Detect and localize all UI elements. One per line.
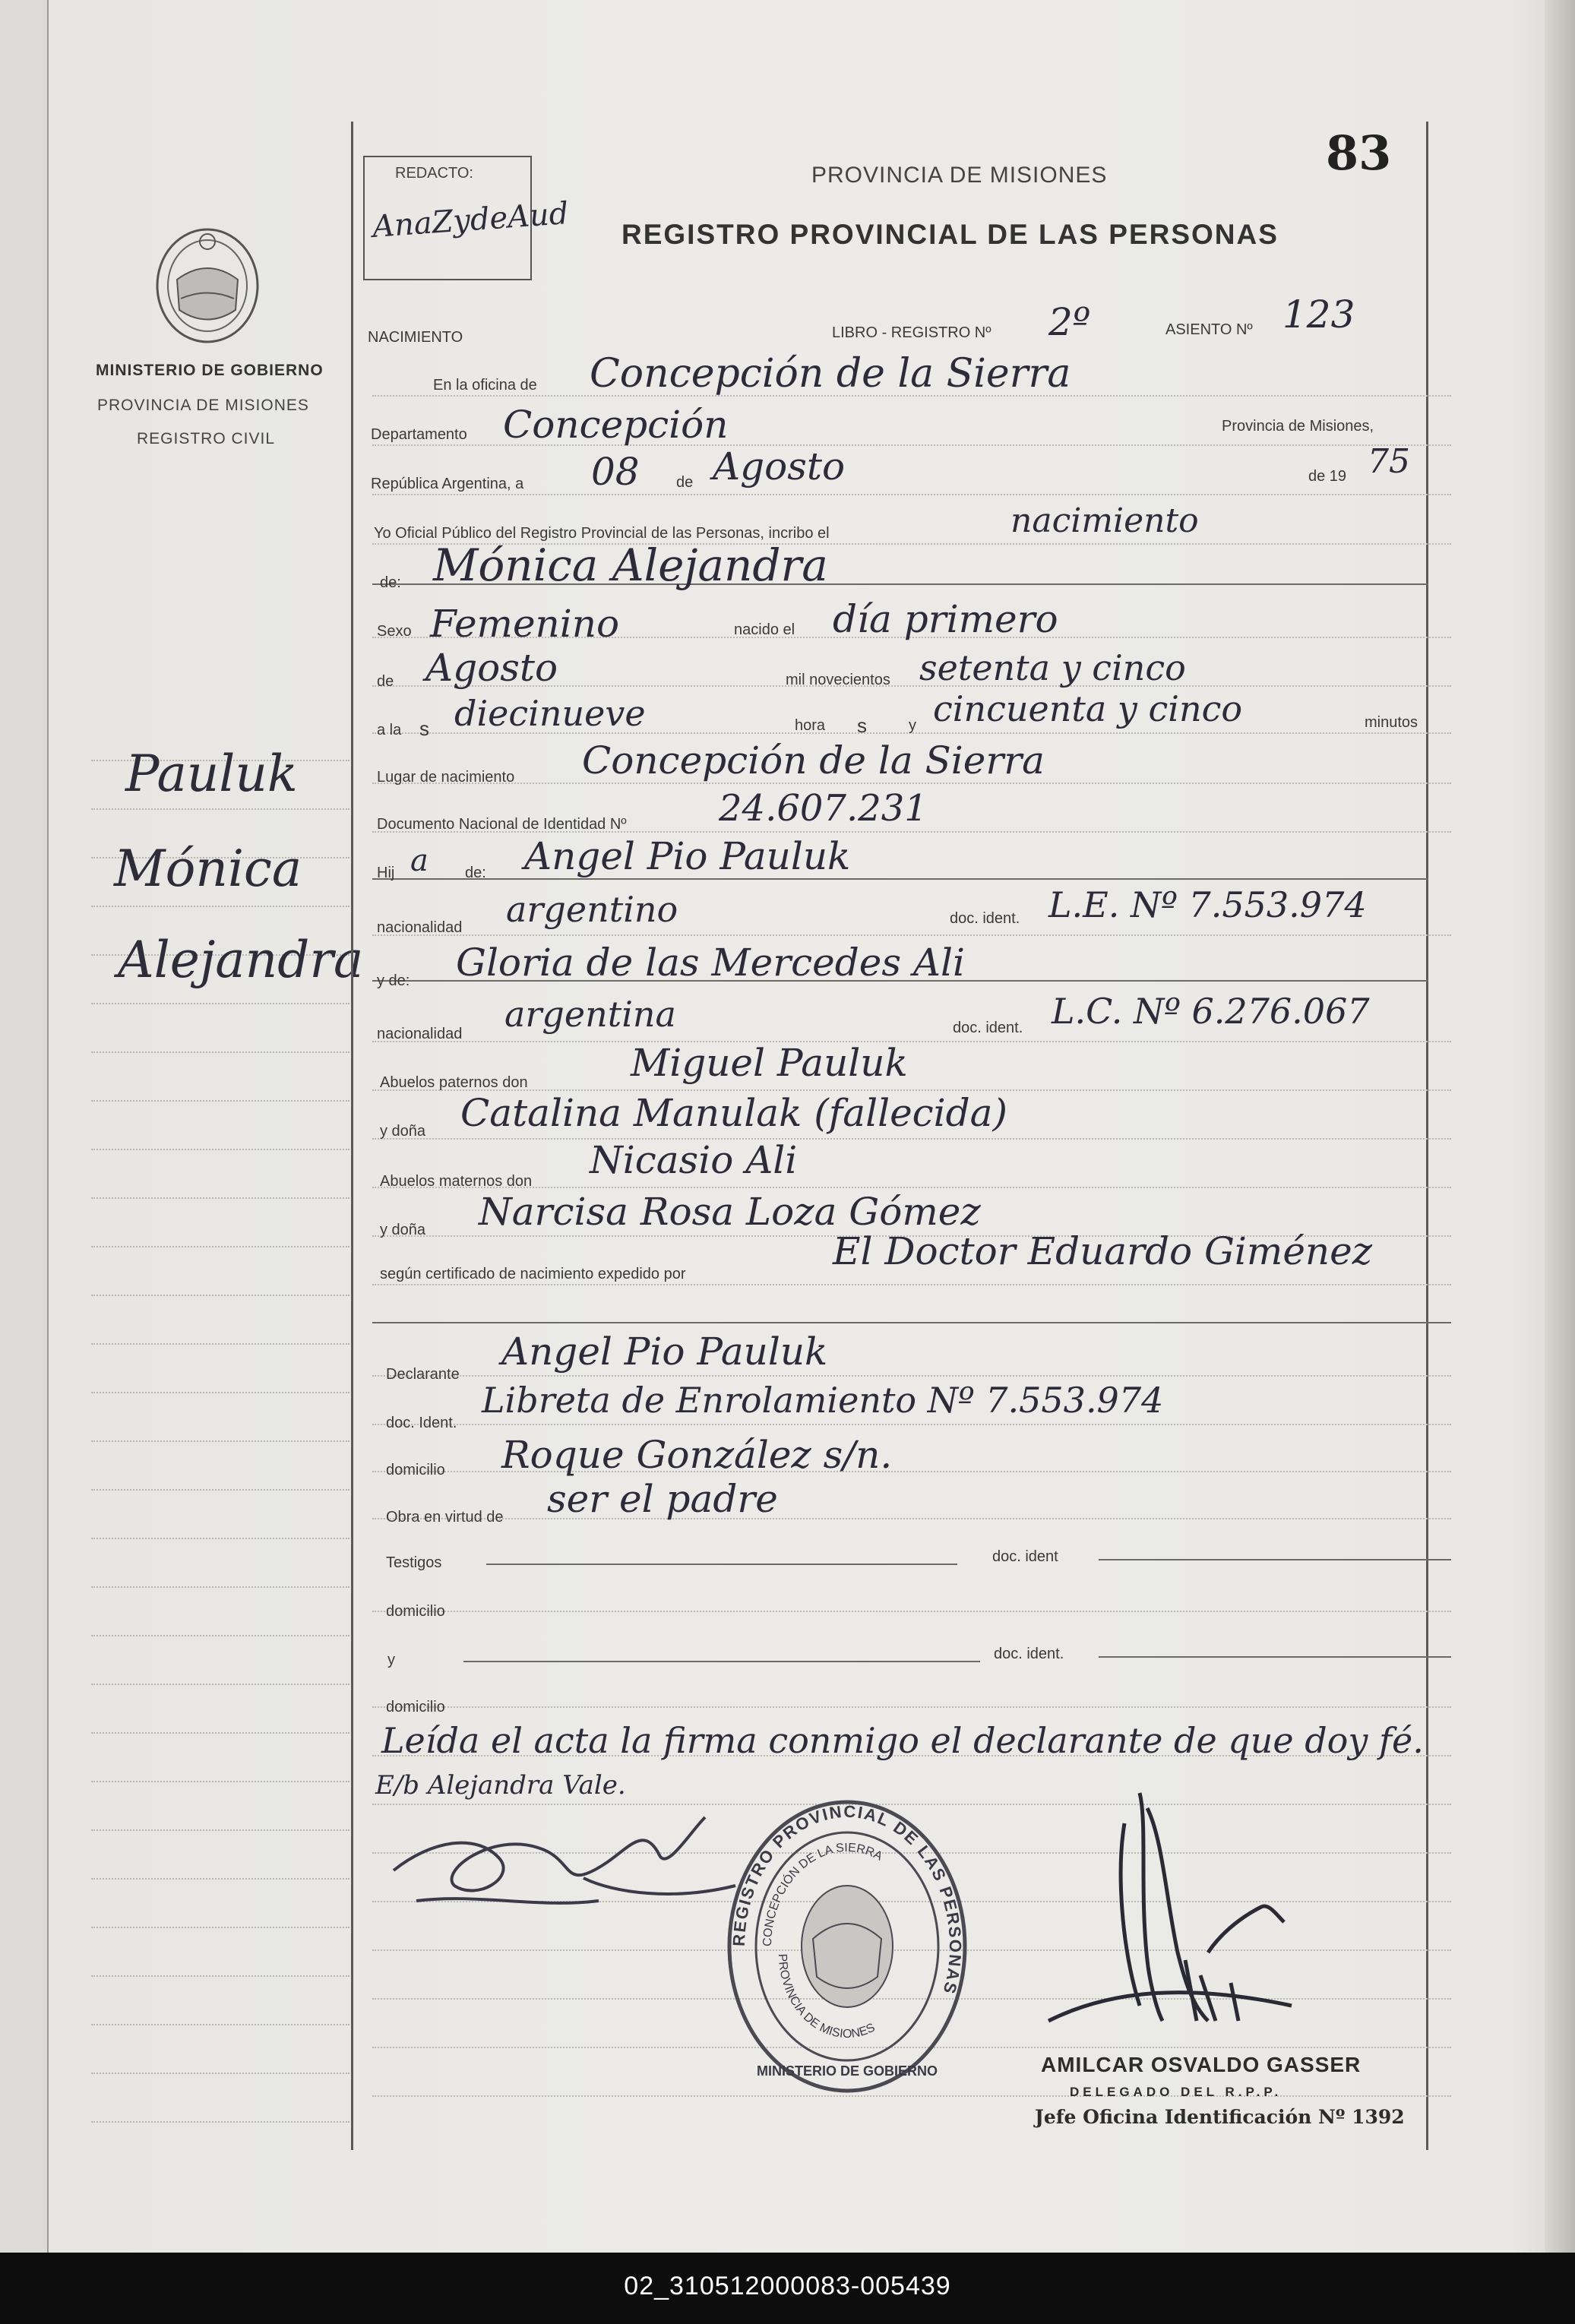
day-value: 08 xyxy=(591,450,640,494)
margin-rule xyxy=(91,1635,349,1636)
oficina-value: Concepción de la Sierra xyxy=(590,351,1071,397)
margin-rule xyxy=(91,1829,349,1831)
hora-suffix: s xyxy=(857,714,867,737)
father-nationality: argentino xyxy=(506,889,678,930)
form-solid-rule xyxy=(372,878,1428,880)
margin-rule xyxy=(91,1538,349,1539)
declarante-label: Declarante xyxy=(386,1366,460,1383)
seal-inner-text: PROVINCIA DE MISIONES xyxy=(775,1953,878,2041)
libro-label: LIBRO - REGISTRO Nº xyxy=(832,324,991,341)
margin-rule xyxy=(91,2073,349,2074)
domicilio-value: Roque González s/n. xyxy=(501,1433,893,1477)
minutos-label: minutos xyxy=(1365,714,1418,731)
form-solid-rule xyxy=(486,1564,957,1565)
film-id: 02_310512000083-005439 xyxy=(624,2272,951,2300)
act-type-label: NACIMIENTO xyxy=(368,329,463,346)
paternal-grandfather-label: Abuelos paternos don xyxy=(380,1074,528,1091)
oficial-label: Yo Oficial Público del Registro Provincial de las Personas, incribo el xyxy=(374,525,830,542)
father-name: Angel Pio Pauluk xyxy=(524,834,851,878)
asiento-value: 123 xyxy=(1282,292,1355,337)
form-rule xyxy=(372,494,1451,495)
dni-value: 24.607.231 xyxy=(719,787,928,830)
oficina-label: En la oficina de xyxy=(433,377,537,394)
paternal-grandfather: Miguel Pauluk xyxy=(631,1041,908,1085)
margin-rule xyxy=(91,1246,349,1247)
ala-label: a la xyxy=(377,722,402,738)
mother-nationality-label: nacionalidad xyxy=(377,1026,463,1042)
maternal-grandmother: Narcisa Rosa Loza Gómez xyxy=(479,1190,981,1234)
margin-second-name: Alejandra xyxy=(118,931,364,989)
form-rule xyxy=(372,1518,1451,1519)
declarante-name: Angel Pio Pauluk xyxy=(501,1330,828,1374)
month-de-label: de xyxy=(676,474,694,491)
obra-value: ser el padre xyxy=(547,1477,778,1521)
margin-rule xyxy=(91,1927,349,1928)
page-number: 83 xyxy=(1326,125,1392,181)
margin-rule xyxy=(91,1781,349,1782)
testigo2-doc-label: doc. ident. xyxy=(994,1646,1064,1662)
margin-rule xyxy=(91,2024,349,2025)
form-rule xyxy=(372,1138,1451,1140)
officer-office: Jefe Oficina Identificación Nº 1392 xyxy=(1035,2106,1405,2128)
departamento-label: Departamento xyxy=(371,426,467,443)
maternal-grandfather-label: Abuelos maternos don xyxy=(380,1173,533,1190)
form-rule xyxy=(372,1424,1451,1425)
hij-suffix: a xyxy=(410,843,429,878)
nacido-month: Agosto xyxy=(425,646,558,690)
lugar-value: Concepción de la Sierra xyxy=(582,738,1045,783)
registry-heading: REGISTRO PROVINCIAL DE LAS PERSONAS xyxy=(621,219,1279,250)
margin-rule xyxy=(91,1197,349,1199)
form-rule xyxy=(372,1041,1451,1042)
year-label: de 19 xyxy=(1308,468,1347,485)
testigo-domicilio-label: domicilio xyxy=(386,1603,445,1620)
ala-suffix: s xyxy=(419,717,429,740)
form-rule xyxy=(372,934,1451,936)
father-doc-label: doc. ident. xyxy=(950,910,1020,927)
ministry-name: MINISTERIO DE GOBIERNO xyxy=(96,362,324,379)
margin-rule xyxy=(91,808,349,810)
province-heading: PROVINCIA DE MISIONES xyxy=(811,163,1108,188)
testigo2-y-label: y xyxy=(387,1652,395,1668)
margin-surname: Pauluk xyxy=(125,745,298,803)
paternal-grandmother-label: y doña xyxy=(380,1123,426,1140)
page-edge-shadow xyxy=(1545,0,1575,2253)
margin-first-name: Mónica xyxy=(114,839,302,898)
correction-note: E/b Alejandra Vale. xyxy=(375,1770,626,1801)
margin-rule xyxy=(91,1051,349,1053)
oficial-value: nacimiento xyxy=(1010,501,1199,540)
maternal-grandmother-label: y doña xyxy=(380,1222,426,1238)
month-value: Agosto xyxy=(713,444,846,489)
margin-rule xyxy=(91,1440,349,1442)
provincia-label: Provincia de Misiones, xyxy=(1222,418,1374,435)
testigos-label: Testigos xyxy=(386,1554,442,1571)
departamento-value: Concepción xyxy=(503,403,729,447)
minutos-value: cincuenta y cinco xyxy=(933,688,1243,729)
ministry-province: PROVINCIA DE MISIONES xyxy=(97,397,309,414)
hora-value: diecinueve xyxy=(454,693,646,734)
mother-doc: L.C. Nº 6.276.067 xyxy=(1052,991,1370,1032)
seal-middle-text: CONCEPCIÓN DE LA SIERRA xyxy=(761,1841,885,1947)
lugar-label: Lugar de nacimiento xyxy=(377,769,515,786)
father-doc: L.E. Nº 7.553.974 xyxy=(1048,884,1367,925)
margin-rule xyxy=(91,1295,349,1296)
margin-rule xyxy=(91,1878,349,1880)
form-rule xyxy=(372,1706,1451,1708)
testigo-doc-label: doc. ident xyxy=(992,1548,1058,1565)
father-de-label: de: xyxy=(465,865,486,881)
form-solid-rule xyxy=(1099,1559,1451,1560)
form-rule xyxy=(372,1187,1451,1188)
mother-nationality: argentina xyxy=(504,994,676,1035)
mil-label: mil novecientos xyxy=(786,672,890,688)
dni-label: Documento Nacional de Identidad Nº xyxy=(377,816,627,833)
seal-bottom-text: MINISTERIO DE GOBIERNO xyxy=(756,2063,938,2079)
form-rule xyxy=(372,783,1451,784)
father-nationality-label: nacionalidad xyxy=(377,919,463,936)
libro-value: 2º xyxy=(1048,300,1091,344)
margin-rule xyxy=(91,1684,349,1685)
margin-rule xyxy=(91,1975,349,1977)
form-solid-rule xyxy=(1099,1656,1451,1658)
margin-rule xyxy=(91,1489,349,1491)
margin-rule xyxy=(91,1732,349,1734)
margin-rule xyxy=(91,1149,349,1150)
certificate-label: según certificado de nacimiento expedido por xyxy=(380,1266,686,1282)
form-rule xyxy=(372,1284,1451,1285)
maternal-grandfather: Nicasio Ali xyxy=(590,1138,798,1182)
margin-rule xyxy=(91,2121,349,2123)
asiento-label: ASIENTO Nº xyxy=(1165,321,1253,338)
officer-signature xyxy=(1033,1778,1322,2051)
hora-label: hora xyxy=(795,717,826,734)
mother-name: Gloria de las Mercedes Ali xyxy=(456,941,965,985)
child-name: Mónica Alejandra xyxy=(433,539,828,591)
testigo2-domicilio-label: domicilio xyxy=(386,1699,445,1715)
mother-yde-label: y de: xyxy=(377,972,410,989)
form-solid-rule xyxy=(372,1322,1451,1323)
form-rule xyxy=(372,1611,1451,1612)
declarant-signature xyxy=(386,1787,751,1924)
redacto-box xyxy=(363,156,570,280)
margin-rule xyxy=(91,1343,349,1345)
republica-label: República Argentina, a xyxy=(371,476,524,492)
official-seal-stamp xyxy=(722,1794,973,2098)
nacido-value: día primero xyxy=(833,597,1058,641)
form-rule xyxy=(372,1375,1451,1377)
name-de-label: de: xyxy=(380,574,401,591)
previous-page-edge xyxy=(0,0,49,2253)
certificate-issuer: El Doctor Eduardo Giménez xyxy=(833,1229,1373,1273)
declarante-doc-label: doc. Ident. xyxy=(386,1415,457,1431)
provincial-shield-icon xyxy=(150,226,264,348)
hij-label: Hij xyxy=(377,865,395,881)
redacto-label: REDACTO: xyxy=(395,165,473,182)
mil-value: setenta y cinco xyxy=(919,647,1186,688)
domicilio-label: domicilio xyxy=(386,1462,445,1478)
margin-rule xyxy=(91,1003,349,1004)
nacido-de-label: de xyxy=(377,673,394,690)
officer-name: AMILCAR OSVALDO GASSER xyxy=(1041,2053,1362,2076)
seal-outer-text: REGISTRO PROVINCIAL DE LAS PERSONAS xyxy=(729,1801,966,1997)
obra-label: Obra en virtud de xyxy=(386,1509,504,1526)
year-value: 75 xyxy=(1368,442,1410,481)
minutos-y-label: y xyxy=(909,717,916,734)
redacto-signature: AnaZydeAud xyxy=(371,196,570,245)
paternal-grandmother: Catalina Manulak (fallecida) xyxy=(460,1091,1007,1135)
nacido-label: nacido el xyxy=(734,621,795,638)
sexo-value: Femenino xyxy=(430,602,620,646)
margin-rule xyxy=(91,1586,349,1588)
margin-rule xyxy=(91,1392,349,1393)
form-solid-rule xyxy=(463,1661,980,1662)
declarante-doc: Libreta de Enrolamiento Nº 7.553.974 xyxy=(482,1380,1164,1421)
ministry-office: REGISTRO CIVIL xyxy=(137,430,276,447)
mother-doc-label: doc. ident. xyxy=(953,1020,1023,1036)
closing-statement: Leída el acta la firma conmigo el declarante de que doy fé. xyxy=(381,1720,1424,1761)
sexo-label: Sexo xyxy=(377,623,412,640)
margin-rule xyxy=(91,906,349,907)
officer-role: DELEGADO DEL R.P.P. xyxy=(1070,2085,1282,2099)
margin-rule xyxy=(91,1100,349,1102)
